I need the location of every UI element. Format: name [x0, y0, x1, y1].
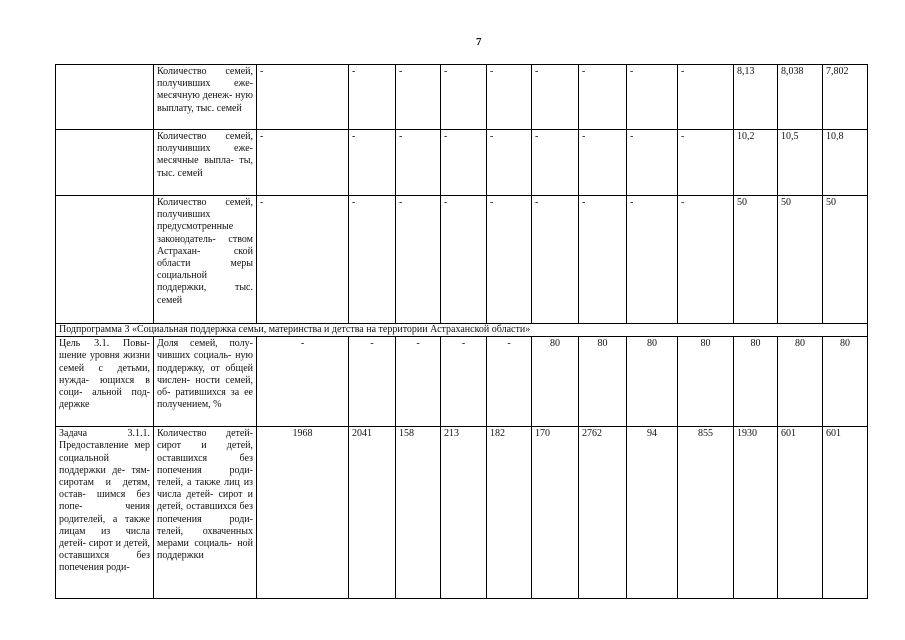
value-cell: - — [678, 130, 734, 196]
value-cell: - — [532, 130, 579, 196]
value-cell: - — [441, 337, 487, 427]
table-row — [56, 324, 868, 337]
table-row — [56, 65, 868, 130]
value-cell: - — [627, 196, 678, 324]
goal-cell: Задача 3.1.1. Предоставление мер социальной поддержки де- тям-сиротам и детям, остав- шимся без попе- чения родителей, а также лицам из числа детей- сирот и детей, оставшихся без попечения роди- — [56, 427, 154, 599]
value-cell: - — [487, 337, 532, 427]
value-cell: - — [257, 337, 349, 427]
value-cell: 601 — [823, 427, 868, 599]
indicator-cell: Количество семей, получивших предусмотренные законодатель- ством Астрахан- ской области меры социальной поддержки, тыс. семей — [154, 196, 257, 324]
value-cell: - — [441, 130, 487, 196]
value-cell: 182 — [487, 427, 532, 599]
value-cell: - — [349, 196, 396, 324]
value-cell: 601 — [778, 427, 823, 599]
value-cell: 158 — [396, 427, 441, 599]
value-cell: 8,038 — [778, 65, 823, 130]
value-cell: - — [627, 130, 678, 196]
value-cell: - — [396, 65, 441, 130]
value-cell: 7,802 — [823, 65, 868, 130]
value-cell: 10,5 — [778, 130, 823, 196]
value-cell: - — [396, 130, 441, 196]
value-cell: 1930 — [734, 427, 778, 599]
value-cell: 50 — [778, 196, 823, 324]
indicator-cell: Количество детей- сирот и детей, оставшихся без попечения роди- телей, а также лиц из числа детей- сирот и детей, оставшихся без попечения роди- телей, охваченных мерами социаль- ной поддержки — [154, 427, 257, 599]
value-cell: - — [579, 130, 627, 196]
value-cell: - — [532, 196, 579, 324]
value-cell: - — [396, 196, 441, 324]
value-cell: 10,8 — [823, 130, 868, 196]
value-cell: - — [678, 196, 734, 324]
value-cell: 94 — [627, 427, 678, 599]
value-cell: 80 — [627, 337, 678, 427]
value-cell: - — [627, 65, 678, 130]
value-cell: 213 — [441, 427, 487, 599]
value-cell: - — [349, 130, 396, 196]
value-cell: 50 — [734, 196, 778, 324]
indicator-cell: Количество семей, получивших еже- месячные выпла- ты, тыс. семей — [154, 130, 257, 196]
value-cell: 2041 — [349, 427, 396, 599]
table-row — [56, 337, 868, 427]
goal-cell — [56, 65, 154, 130]
value-cell: - — [579, 196, 627, 324]
value-cell: 2762 — [579, 427, 627, 599]
value-cell: 855 — [678, 427, 734, 599]
value-cell: 80 — [823, 337, 868, 427]
value-cell: 170 — [532, 427, 579, 599]
value-cell: - — [349, 337, 396, 427]
value-cell: 8,13 — [734, 65, 778, 130]
table-row — [56, 130, 868, 196]
value-cell: - — [349, 65, 396, 130]
value-cell: - — [678, 65, 734, 130]
subprogram-heading: Подпрограмма 3 «Социальная поддержка семьи, материнства и детства на территории Астраханской области» — [56, 324, 868, 337]
value-cell: 10,2 — [734, 130, 778, 196]
value-cell: - — [579, 65, 627, 130]
goal-cell: Цель 3.1. Повы- шение уровня жизни семей с детьми, нужда- ющихся в соци- альной под- держке — [56, 337, 154, 427]
value-cell: 80 — [778, 337, 823, 427]
value-cell: 80 — [734, 337, 778, 427]
goal-cell — [56, 130, 154, 196]
indicator-cell: Количество семей, получивших еже- месячную денеж- ную выплату, тыс. семей — [154, 65, 257, 130]
value-cell: - — [487, 130, 532, 196]
indicator-table — [55, 64, 868, 599]
page-number: 7 — [476, 36, 482, 48]
value-cell: - — [257, 196, 349, 324]
value-cell: - — [441, 196, 487, 324]
value-cell: - — [487, 196, 532, 324]
value-cell: 80 — [579, 337, 627, 427]
value-cell: 80 — [678, 337, 734, 427]
value-cell: - — [441, 65, 487, 130]
goal-cell — [56, 196, 154, 324]
value-cell: - — [257, 65, 349, 130]
value-cell: - — [487, 65, 532, 130]
value-cell: 50 — [823, 196, 868, 324]
value-cell: - — [257, 130, 349, 196]
value-cell: - — [532, 65, 579, 130]
value-cell: 80 — [532, 337, 579, 427]
value-cell: 1968 — [257, 427, 349, 599]
indicator-cell: Доля семей, полу- чивших социаль- ную поддержку, от общей числен- ности семей, об- ратившихся за ее получением, % — [154, 337, 257, 427]
table-row — [56, 427, 868, 599]
table-row — [56, 196, 868, 324]
value-cell: - — [396, 337, 441, 427]
